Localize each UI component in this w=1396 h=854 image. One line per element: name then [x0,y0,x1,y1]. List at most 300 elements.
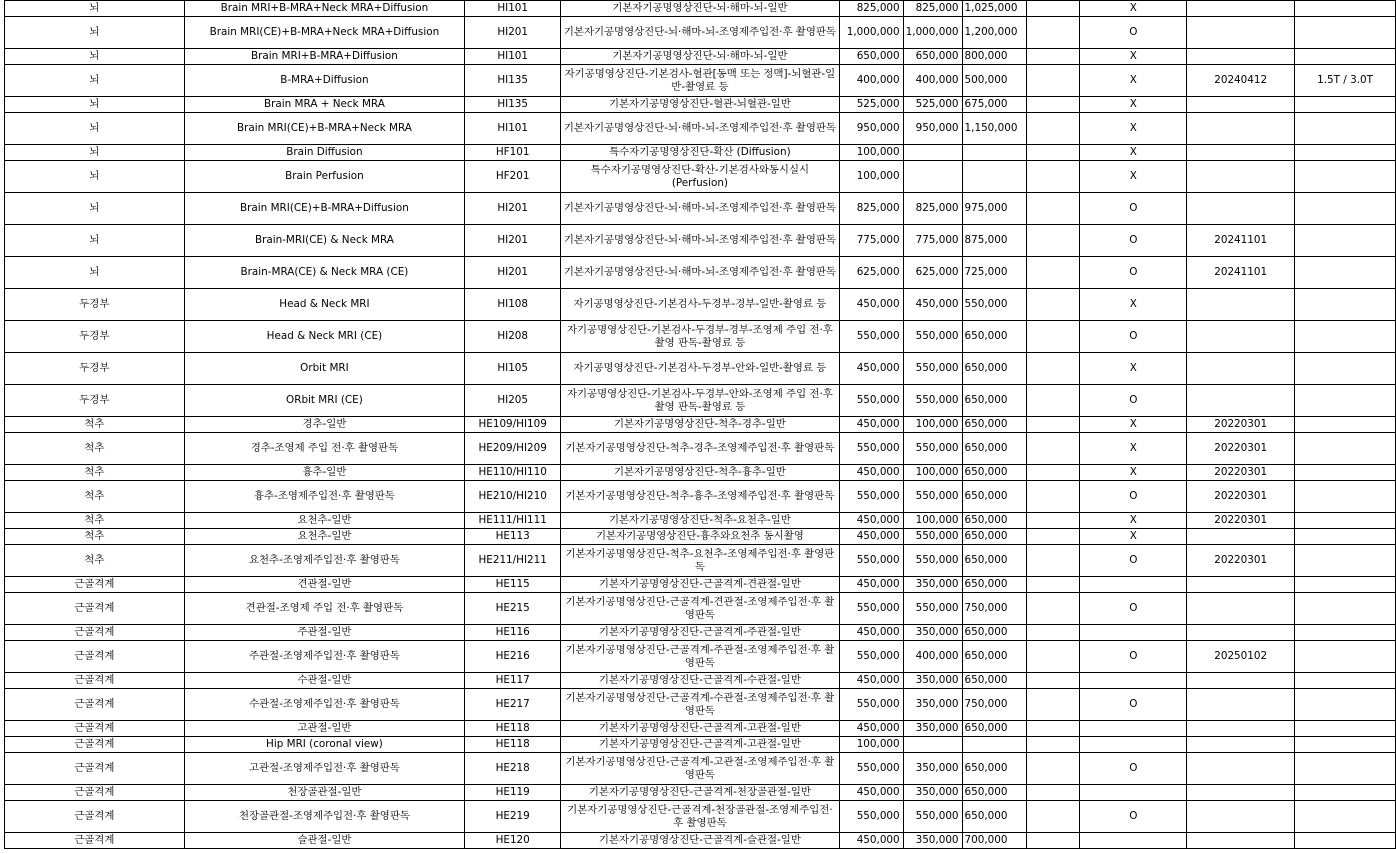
tesla-cell[interactable] [1295,113,1396,145]
category-cell[interactable]: 근골격계 [5,721,185,737]
empty-cell[interactable] [1026,225,1080,257]
description-cell[interactable]: 기본자기공명영상진단-척추-요천추-조영제주입전·후 촬영판독 [561,545,840,577]
code-cell[interactable]: HE118 [465,737,561,753]
code-cell[interactable]: HE219 [465,801,561,833]
description-cell[interactable]: 기본자기공명영상진단-근골격계-견관절-일반 [561,577,840,593]
exam-name-cell[interactable]: Brain MRI+B-MRA+Neck MRA+Diffusion [184,1,465,17]
empty-cell[interactable] [1026,801,1080,833]
exam-name-cell[interactable]: 주관절-조영제주입전·후 촬영판독 [184,641,465,673]
price-3-cell[interactable]: 1,150,000 [962,113,1026,145]
code-cell[interactable]: HF101 [465,145,561,161]
tesla-cell[interactable] [1295,721,1396,737]
date-cell[interactable] [1187,737,1295,753]
code-cell[interactable]: HE211/HI211 [465,545,561,577]
description-cell[interactable]: 기본자기공명영상진단-근골격계-천장골관절-조영제주입전·후 촬영판독 [561,801,840,833]
empty-cell[interactable] [1026,17,1080,49]
description-cell[interactable]: 기본자기공명영상진단-척추-경추-일반 [561,417,840,433]
code-cell[interactable]: HE210/HI210 [465,481,561,513]
description-cell[interactable]: 기본자기공명영상진단-근골격계-고관절-일반 [561,737,840,753]
price-1-cell[interactable]: 550,000 [839,321,903,353]
empty-cell[interactable] [1026,785,1080,801]
exam-name-cell[interactable]: 흉추-조영제주입전·후 촬영판독 [184,481,465,513]
category-cell[interactable]: 뇌 [5,145,185,161]
exam-name-cell[interactable]: 천장골관절-조영제주입전·후 촬영판독 [184,801,465,833]
contrast-flag-cell[interactable]: X [1080,289,1187,321]
price-2-cell[interactable]: 100,000 [903,513,962,529]
tesla-cell[interactable] [1295,193,1396,225]
price-2-cell[interactable]: 100,000 [903,417,962,433]
date-cell[interactable] [1187,721,1295,737]
contrast-flag-cell[interactable]: O [1080,321,1187,353]
description-cell[interactable]: 기본자기공명영상진단-혈관-뇌혈관-일반 [561,97,840,113]
code-cell[interactable]: HI201 [465,17,561,49]
tesla-cell[interactable] [1295,545,1396,577]
date-cell[interactable] [1187,385,1295,417]
exam-name-cell[interactable]: Brain MRI+B-MRA+Diffusion [184,49,465,65]
date-cell[interactable] [1187,113,1295,145]
description-cell[interactable]: 기본자기공명영상진단-뇌·해마-뇌-조영제주입전·후 촬영판독 [561,257,840,289]
empty-cell[interactable] [1026,385,1080,417]
description-cell[interactable]: 자기공명영상진단-기본검사-두경부-안와-일반-촬영료 등 [561,353,840,385]
price-3-cell[interactable]: 650,000 [962,673,1026,689]
price-1-cell[interactable]: 550,000 [839,593,903,625]
empty-cell[interactable] [1026,113,1080,145]
empty-cell[interactable] [1026,625,1080,641]
empty-cell[interactable] [1026,673,1080,689]
tesla-cell[interactable] [1295,625,1396,641]
description-cell[interactable]: 기본자기공명영상진단-근골격계-주관절-조영제주입전·후 촬영판독 [561,641,840,673]
tesla-cell[interactable] [1295,385,1396,417]
price-2-cell[interactable]: 350,000 [903,625,962,641]
code-cell[interactable]: HI201 [465,193,561,225]
date-cell[interactable] [1187,593,1295,625]
price-3-cell[interactable]: 650,000 [962,353,1026,385]
price-3-cell[interactable]: 650,000 [962,417,1026,433]
category-cell[interactable]: 뇌 [5,113,185,145]
price-2-cell[interactable]: 350,000 [903,833,962,849]
exam-name-cell[interactable]: Brain-MRA(CE) & Neck MRA (CE) [184,257,465,289]
price-1-cell[interactable]: 450,000 [839,833,903,849]
contrast-flag-cell[interactable]: X [1080,353,1187,385]
code-cell[interactable]: HE109/HI109 [465,417,561,433]
description-cell[interactable]: 기본자기공명영상진단-척추-흉추-조영제주입전·후 촬영판독 [561,481,840,513]
tesla-cell[interactable] [1295,577,1396,593]
contrast-flag-cell[interactable]: X [1080,65,1187,97]
empty-cell[interactable] [1026,689,1080,721]
category-cell[interactable]: 뇌 [5,97,185,113]
empty-cell[interactable] [1026,433,1080,465]
date-cell[interactable] [1187,801,1295,833]
description-cell[interactable]: 기본자기공명영상진단-근골격계-고관절-조영제주입전·후 촬영판독 [561,753,840,785]
date-cell[interactable] [1187,625,1295,641]
code-cell[interactable]: HI135 [465,65,561,97]
empty-cell[interactable] [1026,353,1080,385]
description-cell[interactable]: 기본자기공명영상진단-근골격계-슬관절-일반 [561,833,840,849]
contrast-flag-cell[interactable]: X [1080,513,1187,529]
date-cell[interactable] [1187,321,1295,353]
price-2-cell[interactable]: 550,000 [903,385,962,417]
date-cell[interactable]: 20220301 [1187,513,1295,529]
price-2-cell[interactable]: 550,000 [903,321,962,353]
category-cell[interactable]: 근골격계 [5,753,185,785]
category-cell[interactable]: 두경부 [5,353,185,385]
date-cell[interactable]: 20220301 [1187,545,1295,577]
contrast-flag-cell[interactable]: X [1080,1,1187,17]
price-1-cell[interactable]: 100,000 [839,145,903,161]
price-1-cell[interactable]: 825,000 [839,1,903,17]
description-cell[interactable]: 자기공명영상진단-기본검사-혈관[동맥 또는 정맥]-뇌혈관-일반-촬영료 등 [561,65,840,97]
price-3-cell[interactable]: 650,000 [962,385,1026,417]
tesla-cell[interactable] [1295,785,1396,801]
exam-name-cell[interactable]: 수관절-조영제주입전·후 촬영판독 [184,689,465,721]
category-cell[interactable]: 척추 [5,465,185,481]
price-2-cell[interactable]: 550,000 [903,801,962,833]
exam-name-cell[interactable]: Brain Perfusion [184,161,465,193]
exam-name-cell[interactable]: 요천추-일반 [184,529,465,545]
price-2-cell[interactable]: 825,000 [903,1,962,17]
tesla-cell[interactable] [1295,689,1396,721]
tesla-cell[interactable] [1295,353,1396,385]
date-cell[interactable]: 20220301 [1187,465,1295,481]
contrast-flag-cell[interactable] [1080,721,1187,737]
price-3-cell[interactable]: 725,000 [962,257,1026,289]
price-2-cell[interactable]: 400,000 [903,65,962,97]
category-cell[interactable]: 근골격계 [5,801,185,833]
price-3-cell[interactable]: 650,000 [962,321,1026,353]
price-2-cell[interactable]: 825,000 [903,193,962,225]
price-1-cell[interactable]: 525,000 [839,97,903,113]
exam-name-cell[interactable]: 고관절-일반 [184,721,465,737]
category-cell[interactable]: 뇌 [5,193,185,225]
category-cell[interactable]: 근골격계 [5,833,185,849]
price-1-cell[interactable]: 650,000 [839,49,903,65]
code-cell[interactable]: HE119 [465,785,561,801]
code-cell[interactable]: HE217 [465,689,561,721]
code-cell[interactable]: HE116 [465,625,561,641]
price-2-cell[interactable] [903,145,962,161]
date-cell[interactable]: 20220301 [1187,433,1295,465]
category-cell[interactable]: 근골격계 [5,641,185,673]
date-cell[interactable] [1187,145,1295,161]
price-2-cell[interactable]: 525,000 [903,97,962,113]
price-1-cell[interactable]: 100,000 [839,161,903,193]
date-cell[interactable]: 20250102 [1187,641,1295,673]
description-cell[interactable]: 기본자기공명영상진단-근골격계-주관절-일반 [561,625,840,641]
exam-name-cell[interactable]: Brain MRI(CE)+B-MRA+Neck MRA+Diffusion [184,17,465,49]
price-1-cell[interactable]: 550,000 [839,433,903,465]
category-cell[interactable]: 척추 [5,529,185,545]
tesla-cell[interactable] [1295,257,1396,289]
code-cell[interactable]: HE218 [465,753,561,785]
exam-name-cell[interactable]: 요천추-일반 [184,513,465,529]
tesla-cell[interactable] [1295,513,1396,529]
description-cell[interactable]: 기본자기공명영상진단-근골격계-견관절-조영제주입전·후 촬영판독 [561,593,840,625]
price-3-cell[interactable]: 650,000 [962,801,1026,833]
category-cell[interactable]: 근골격계 [5,625,185,641]
exam-name-cell[interactable]: B-MRA+Diffusion [184,65,465,97]
price-3-cell[interactable] [962,737,1026,753]
code-cell[interactable]: HE209/HI209 [465,433,561,465]
price-3-cell[interactable]: 650,000 [962,577,1026,593]
tesla-cell[interactable] [1295,481,1396,513]
date-cell[interactable] [1187,577,1295,593]
category-cell[interactable]: 두경부 [5,321,185,353]
category-cell[interactable]: 뇌 [5,1,185,17]
tesla-cell[interactable] [1295,145,1396,161]
price-3-cell[interactable]: 750,000 [962,593,1026,625]
price-1-cell[interactable]: 450,000 [839,465,903,481]
code-cell[interactable]: HF201 [465,161,561,193]
tesla-cell[interactable] [1295,49,1396,65]
price-1-cell[interactable]: 450,000 [839,625,903,641]
category-cell[interactable]: 근골격계 [5,689,185,721]
date-cell[interactable]: 20220301 [1187,417,1295,433]
exam-name-cell[interactable]: 천장골관절-일반 [184,785,465,801]
empty-cell[interactable] [1026,145,1080,161]
price-3-cell[interactable]: 650,000 [962,785,1026,801]
price-3-cell[interactable]: 550,000 [962,289,1026,321]
exam-name-cell[interactable]: Brain MRI(CE)+B-MRA+Neck MRA [184,113,465,145]
tesla-cell[interactable] [1295,465,1396,481]
contrast-flag-cell[interactable]: O [1080,193,1187,225]
date-cell[interactable]: 20241101 [1187,225,1295,257]
description-cell[interactable]: 자기공명영상진단-기본검사-두경부-경부-조영제 주입 전·후 촬영 판독-촬영료 등 [561,321,840,353]
price-1-cell[interactable]: 450,000 [839,673,903,689]
price-3-cell[interactable] [962,145,1026,161]
category-cell[interactable]: 척추 [5,481,185,513]
description-cell[interactable]: 기본자기공명영상진단-뇌·해마-뇌-일반 [561,1,840,17]
empty-cell[interactable] [1026,49,1080,65]
empty-cell[interactable] [1026,65,1080,97]
contrast-flag-cell[interactable]: O [1080,641,1187,673]
contrast-flag-cell[interactable] [1080,785,1187,801]
price-1-cell[interactable]: 950,000 [839,113,903,145]
price-3-cell[interactable]: 1,025,000 [962,1,1026,17]
empty-cell[interactable] [1026,833,1080,849]
code-cell[interactable]: HE111/HI111 [465,513,561,529]
empty-cell[interactable] [1026,529,1080,545]
category-cell[interactable]: 뇌 [5,17,185,49]
category-cell[interactable]: 척추 [5,417,185,433]
price-3-cell[interactable]: 650,000 [962,513,1026,529]
date-cell[interactable] [1187,193,1295,225]
contrast-flag-cell[interactable]: X [1080,97,1187,113]
price-2-cell[interactable]: 775,000 [903,225,962,257]
contrast-flag-cell[interactable]: O [1080,385,1187,417]
category-cell[interactable]: 근골격계 [5,737,185,753]
category-cell[interactable]: 척추 [5,513,185,529]
contrast-flag-cell[interactable]: O [1080,545,1187,577]
price-3-cell[interactable]: 1,200,000 [962,17,1026,49]
contrast-flag-cell[interactable]: X [1080,417,1187,433]
contrast-flag-cell[interactable]: X [1080,433,1187,465]
date-cell[interactable] [1187,689,1295,721]
tesla-cell[interactable] [1295,225,1396,257]
category-cell[interactable]: 척추 [5,545,185,577]
tesla-cell[interactable] [1295,641,1396,673]
empty-cell[interactable] [1026,753,1080,785]
date-cell[interactable] [1187,161,1295,193]
contrast-flag-cell[interactable] [1080,737,1187,753]
category-cell[interactable]: 뇌 [5,65,185,97]
tesla-cell[interactable] [1295,529,1396,545]
price-2-cell[interactable]: 550,000 [903,353,962,385]
date-cell[interactable] [1187,289,1295,321]
description-cell[interactable]: 기본자기공명영상진단-척추-경추-조영제주입전·후 촬영판독 [561,433,840,465]
price-2-cell[interactable]: 350,000 [903,689,962,721]
category-cell[interactable]: 뇌 [5,49,185,65]
price-2-cell[interactable] [903,737,962,753]
price-1-cell[interactable]: 550,000 [839,689,903,721]
price-3-cell[interactable] [962,161,1026,193]
exam-name-cell[interactable]: Head & Neck MRI [184,289,465,321]
category-cell[interactable]: 두경부 [5,289,185,321]
description-cell[interactable]: 기본자기공명영상진단-흉추와요천추 동시촬영 [561,529,840,545]
price-1-cell[interactable]: 550,000 [839,545,903,577]
empty-cell[interactable] [1026,737,1080,753]
code-cell[interactable]: HI135 [465,97,561,113]
contrast-flag-cell[interactable]: X [1080,113,1187,145]
price-1-cell[interactable]: 450,000 [839,353,903,385]
price-2-cell[interactable]: 650,000 [903,49,962,65]
code-cell[interactable]: HE110/HI110 [465,465,561,481]
price-2-cell[interactable]: 950,000 [903,113,962,145]
date-cell[interactable] [1187,785,1295,801]
description-cell[interactable]: 특수자기공명영상진단-확산 (Diffusion) [561,145,840,161]
price-3-cell[interactable]: 650,000 [962,529,1026,545]
price-2-cell[interactable]: 550,000 [903,433,962,465]
price-2-cell[interactable]: 350,000 [903,721,962,737]
empty-cell[interactable] [1026,481,1080,513]
exam-name-cell[interactable]: 고관절-조영제주입전·후 촬영판독 [184,753,465,785]
tesla-cell[interactable] [1295,1,1396,17]
empty-cell[interactable] [1026,545,1080,577]
price-3-cell[interactable]: 650,000 [962,465,1026,481]
description-cell[interactable]: 기본자기공명영상진단-뇌·해마-뇌-조영제주입전·후 촬영판독 [561,17,840,49]
date-cell[interactable] [1187,353,1295,385]
date-cell[interactable]: 20240412 [1187,65,1295,97]
exam-name-cell[interactable]: 요천추-조영제주입전·후 촬영판독 [184,545,465,577]
contrast-flag-cell[interactable]: O [1080,753,1187,785]
contrast-flag-cell[interactable]: X [1080,145,1187,161]
contrast-flag-cell[interactable]: O [1080,689,1187,721]
tesla-cell[interactable] [1295,321,1396,353]
code-cell[interactable]: HE216 [465,641,561,673]
price-2-cell[interactable] [903,161,962,193]
price-3-cell[interactable]: 975,000 [962,193,1026,225]
price-1-cell[interactable]: 550,000 [839,753,903,785]
code-cell[interactable]: HI101 [465,1,561,17]
exam-name-cell[interactable]: ORbit MRI (CE) [184,385,465,417]
contrast-flag-cell[interactable]: X [1080,49,1187,65]
date-cell[interactable] [1187,17,1295,49]
category-cell[interactable]: 근골격계 [5,673,185,689]
code-cell[interactable]: HE113 [465,529,561,545]
empty-cell[interactable] [1026,321,1080,353]
category-cell[interactable]: 뇌 [5,225,185,257]
price-1-cell[interactable]: 775,000 [839,225,903,257]
date-cell[interactable] [1187,97,1295,113]
category-cell[interactable]: 두경부 [5,385,185,417]
contrast-flag-cell[interactable]: X [1080,529,1187,545]
description-cell[interactable]: 특수자기공명영상진단-확산-기본검사와동시실시 (Perfusion) [561,161,840,193]
tesla-cell[interactable] [1295,289,1396,321]
contrast-flag-cell[interactable]: O [1080,481,1187,513]
category-cell[interactable]: 뇌 [5,257,185,289]
empty-cell[interactable] [1026,465,1080,481]
contrast-flag-cell[interactable]: O [1080,17,1187,49]
code-cell[interactable]: HE120 [465,833,561,849]
date-cell[interactable] [1187,753,1295,785]
price-3-cell[interactable]: 675,000 [962,97,1026,113]
price-3-cell[interactable]: 650,000 [962,721,1026,737]
date-cell[interactable] [1187,1,1295,17]
price-2-cell[interactable]: 350,000 [903,785,962,801]
exam-name-cell[interactable]: Head & Neck MRI (CE) [184,321,465,353]
code-cell[interactable]: HI208 [465,321,561,353]
price-1-cell[interactable]: 825,000 [839,193,903,225]
tesla-cell[interactable] [1295,833,1396,849]
price-2-cell[interactable]: 625,000 [903,257,962,289]
price-3-cell[interactable]: 750,000 [962,689,1026,721]
contrast-flag-cell[interactable] [1080,673,1187,689]
code-cell[interactable]: HI205 [465,385,561,417]
price-3-cell[interactable]: 700,000 [962,833,1026,849]
category-cell[interactable]: 뇌 [5,161,185,193]
price-2-cell[interactable]: 100,000 [903,465,962,481]
contrast-flag-cell[interactable]: O [1080,225,1187,257]
exam-name-cell[interactable]: 주관절-일반 [184,625,465,641]
code-cell[interactable]: HI201 [465,257,561,289]
contrast-flag-cell[interactable]: O [1080,801,1187,833]
price-1-cell[interactable]: 100,000 [839,737,903,753]
tesla-cell[interactable] [1295,161,1396,193]
price-3-cell[interactable]: 650,000 [962,545,1026,577]
exam-name-cell[interactable]: Orbit MRI [184,353,465,385]
date-cell[interactable] [1187,49,1295,65]
tesla-cell[interactable] [1295,433,1396,465]
contrast-flag-cell[interactable] [1080,577,1187,593]
code-cell[interactable]: HE118 [465,721,561,737]
empty-cell[interactable] [1026,193,1080,225]
description-cell[interactable]: 기본자기공명영상진단-뇌·해마-뇌-조영제주입전·후 촬영판독 [561,193,840,225]
price-2-cell[interactable]: 550,000 [903,481,962,513]
price-3-cell[interactable]: 875,000 [962,225,1026,257]
contrast-flag-cell[interactable]: O [1080,593,1187,625]
exam-name-cell[interactable]: 견관절-조영제 주입 전·후 촬영판독 [184,593,465,625]
contrast-flag-cell[interactable] [1080,625,1187,641]
tesla-cell[interactable] [1295,97,1396,113]
price-1-cell[interactable]: 1,000,000 [839,17,903,49]
description-cell[interactable]: 기본자기공명영상진단-근골격계-고관절-일반 [561,721,840,737]
category-cell[interactable]: 근골격계 [5,593,185,625]
price-3-cell[interactable]: 650,000 [962,481,1026,513]
price-1-cell[interactable]: 450,000 [839,417,903,433]
price-2-cell[interactable]: 350,000 [903,753,962,785]
empty-cell[interactable] [1026,417,1080,433]
description-cell[interactable]: 기본자기공명영상진단-뇌·해마-뇌-조영제주입전·후 촬영판독 [561,225,840,257]
tesla-cell[interactable] [1295,17,1396,49]
price-3-cell[interactable]: 650,000 [962,625,1026,641]
category-cell[interactable]: 척추 [5,433,185,465]
price-1-cell[interactable]: 550,000 [839,481,903,513]
price-1-cell[interactable]: 400,000 [839,65,903,97]
price-3-cell[interactable]: 650,000 [962,753,1026,785]
exam-name-cell[interactable]: 흉추-일반 [184,465,465,481]
exam-name-cell[interactable]: 슬관절-일반 [184,833,465,849]
empty-cell[interactable] [1026,593,1080,625]
exam-name-cell[interactable]: Hip MRI (coronal view) [184,737,465,753]
